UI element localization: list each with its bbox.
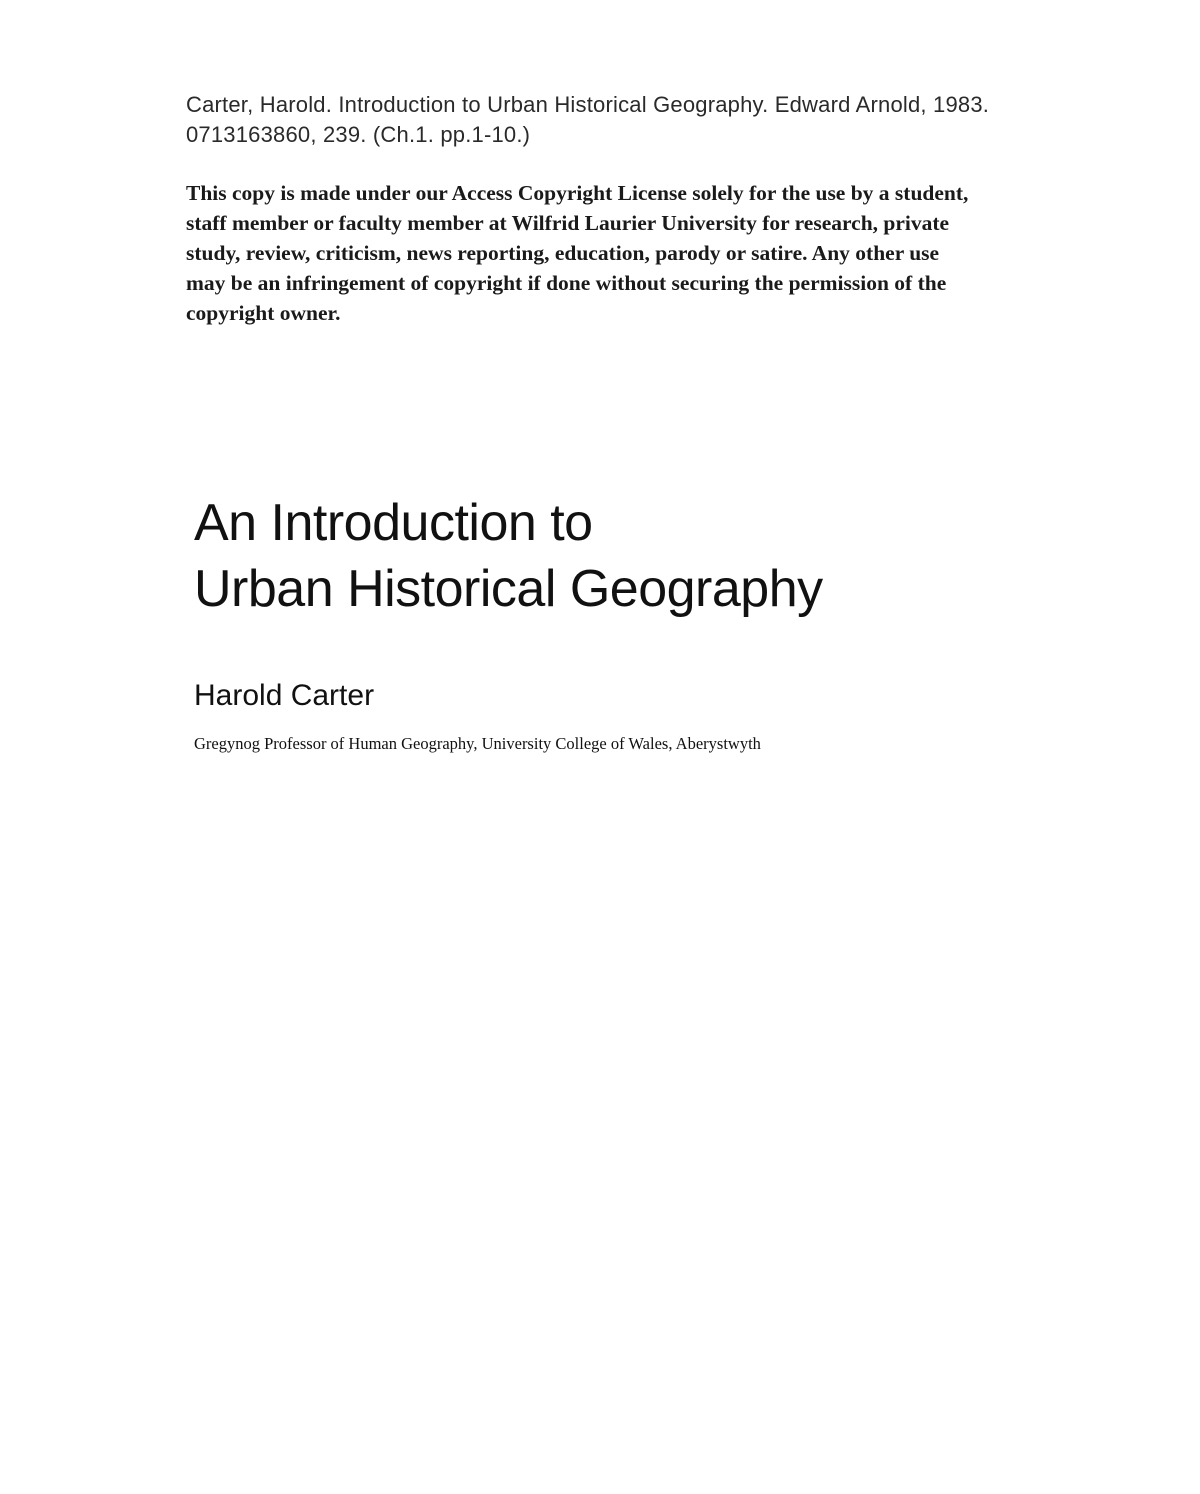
citation [186,90,1106,150]
license-line: This copy is made under our Access Copyright License solely for the use by a student, [186,181,969,205]
author-name: Harold Carter [194,679,375,712]
citation-line-2: 0713163860, 239. (Ch.1. pp.1-10.) [186,122,531,147]
license-line: copyright owner. [186,301,341,325]
book-title [194,490,823,622]
book-title-line-2: Urban Historical Geography [194,560,823,618]
license-line: study, review, criticism, news reporting, education, parody or satire. Any other use [186,241,940,265]
author-affiliation: Gregynog Professor of Human Geography, University College of Wales, Aberystwyth [194,734,761,753]
citation-line-1: Carter, Harold. Introduction to Urban Historical Geography. Edward Arnold, 1983. [186,92,990,117]
license-line: staff member or faculty member at Wilfrid Laurier University for research, private [186,211,950,235]
license-line: may be an infringement of copyright if done without securing the permission of the [186,271,947,295]
license-notice [186,178,1106,328]
book-title-line-1: An Introduction to [194,494,593,552]
